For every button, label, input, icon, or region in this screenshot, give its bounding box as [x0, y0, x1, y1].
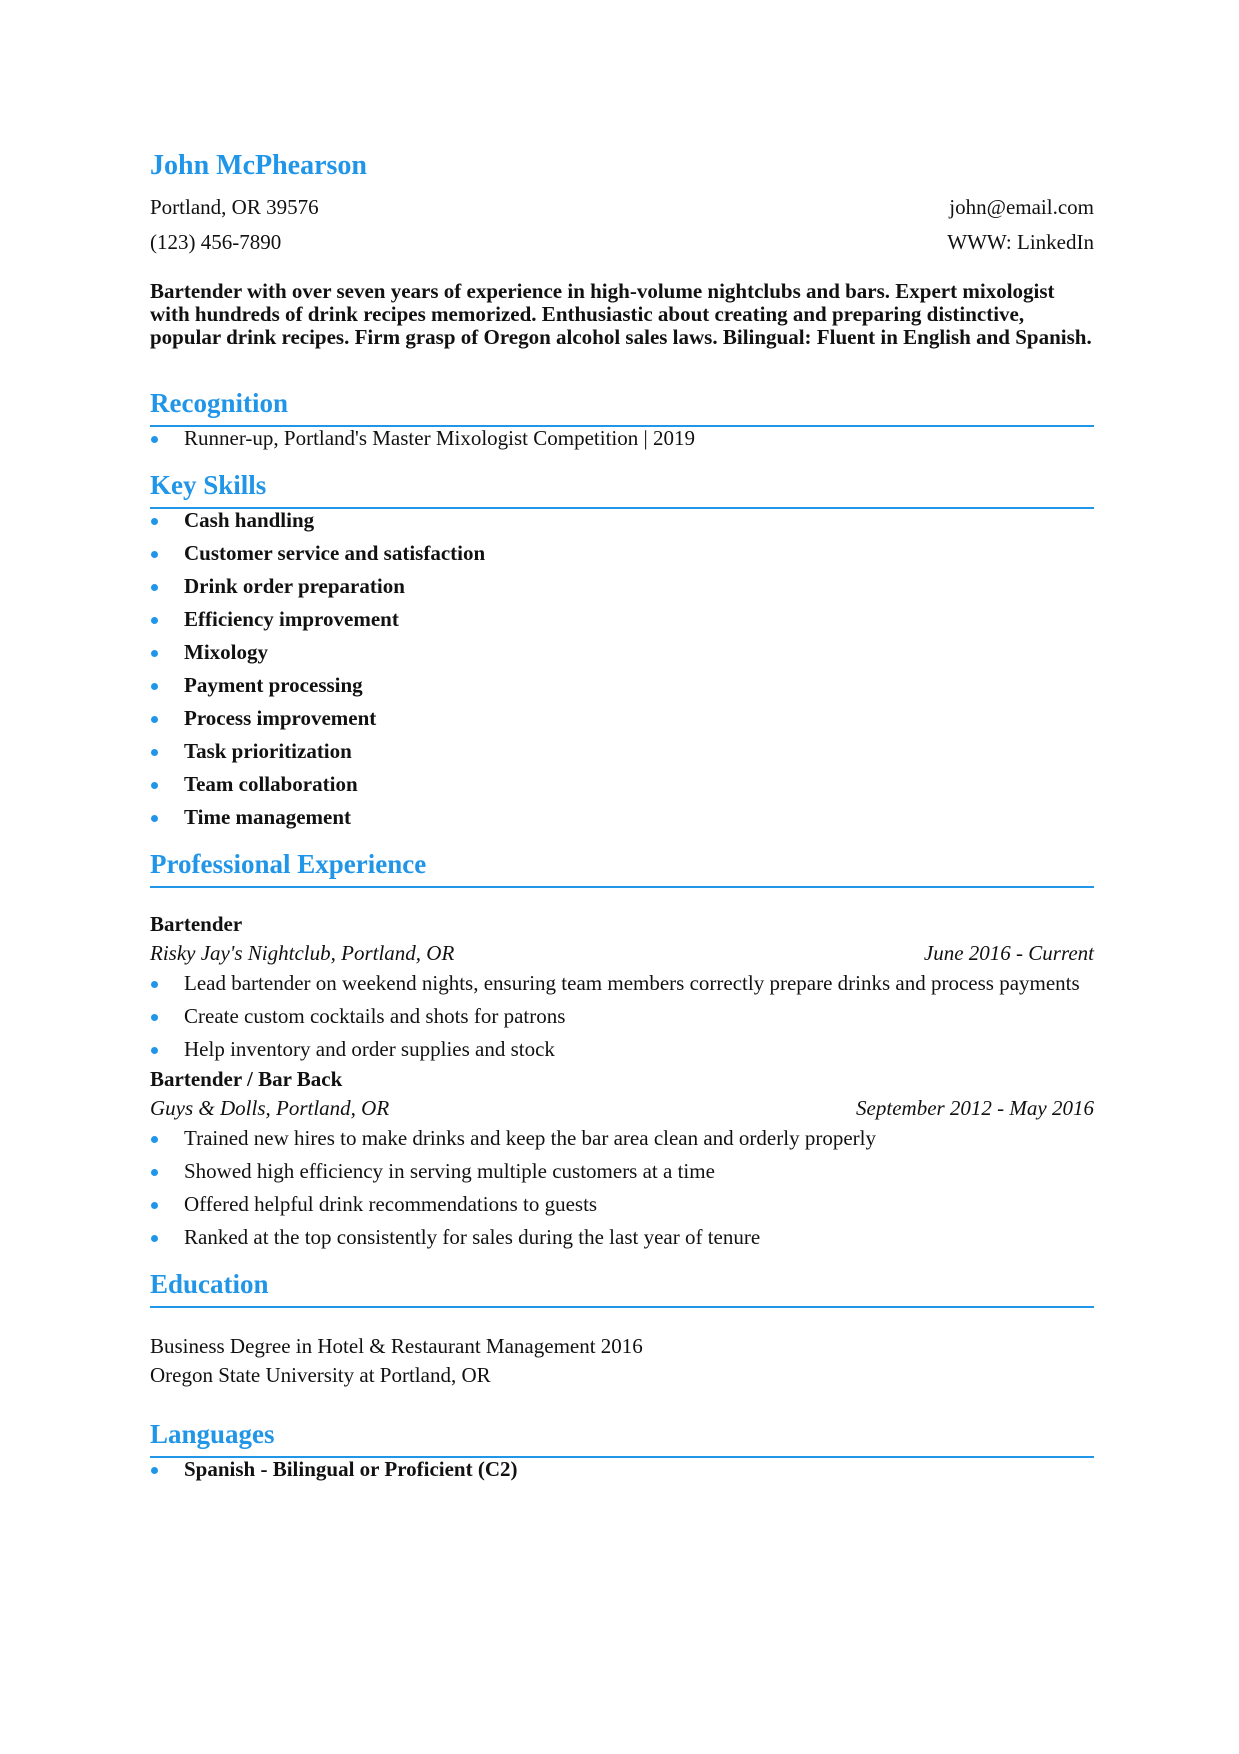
skill-text: Mixology — [184, 640, 268, 664]
bullet-icon — [151, 1467, 158, 1474]
recognition-section — [150, 383, 1094, 450]
bullet-icon — [151, 1235, 158, 1242]
bullet-icon — [151, 551, 158, 558]
email-text: john@email.com — [949, 195, 1094, 219]
list-item — [150, 1226, 1094, 1249]
bullet-icon — [151, 617, 158, 624]
list-item — [150, 1458, 1094, 1481]
contact-row-2 — [150, 225, 1094, 260]
job-meta — [150, 1094, 1094, 1123]
duty-text: Trained new hires to make drinks and keep the bar area clean and orderly properly — [184, 1126, 876, 1150]
phone-text: (123) 456-7890 — [150, 230, 282, 254]
job-title: Bartender / Bar Back — [150, 1067, 343, 1091]
job-entry — [150, 910, 1094, 1061]
bullet-icon — [151, 650, 158, 657]
employer-text: Guys & Dolls, Portland, OR — [150, 1096, 390, 1120]
job-entry — [150, 1065, 1094, 1249]
skill-text: Task prioritization — [184, 739, 352, 763]
bullet-icon — [151, 749, 158, 756]
bullet-icon — [151, 1202, 158, 1209]
list-item — [150, 972, 1094, 995]
skill-text: Team collaboration — [184, 772, 358, 796]
duty-text: Offered helpful drink recommendations to guests — [184, 1192, 598, 1216]
skills-section — [150, 465, 1094, 829]
school-text: Oregon State University at Portland, OR — [150, 1363, 491, 1387]
skill-text: Drink order preparation — [184, 574, 405, 598]
bullet-icon — [151, 1047, 158, 1054]
duty-text: Lead bartender on weekend nights, ensuring team members correctly prepare drinks and process payments — [184, 971, 1080, 995]
languages-list — [150, 1458, 1094, 1481]
duty-text: Create custom cocktails and shots for patrons — [184, 1004, 566, 1028]
skill-text: Efficiency improvement — [184, 607, 399, 631]
recognition-list — [150, 427, 1094, 450]
address-text: Portland, OR 39576 — [150, 195, 319, 219]
duty-text: Showed high efficiency in serving multiple customers at a time — [184, 1159, 715, 1183]
recognition-text: Runner-up, Portland's Master Mixologist Competition | 2019 — [184, 426, 695, 450]
list-item — [150, 542, 1094, 565]
bullet-icon — [151, 683, 158, 690]
candidate-name: John McPhearson — [150, 150, 367, 181]
employer-text: Risky Jay's Nightclub, Portland, OR — [150, 941, 455, 965]
skill-text: Cash handling — [184, 508, 315, 532]
list-item — [150, 608, 1094, 631]
section-heading-education: Education — [150, 1264, 1094, 1308]
bullet-icon — [151, 1014, 158, 1021]
list-item — [150, 773, 1094, 796]
list-item — [150, 1038, 1094, 1061]
language-text: Spanish - Bilingual or Proficient (C2) — [184, 1457, 518, 1481]
professional-summary: Bartender with over seven years of experience in high-volume nightclubs and bars. Expert mixologist with hundreds of drink recipes memorized. Enthusiastic about creating and preparing distinctive, popular drink recipes. Firm grasp of Oregon alcohol sales laws. Bilingual: Fluent in English and Spanish. — [150, 279, 1092, 349]
education-section — [150, 1264, 1094, 1390]
list-item — [150, 806, 1094, 829]
duty-text: Ranked at the top consistently for sales during the last year of tenure — [184, 1225, 761, 1249]
contact-row-1 — [150, 190, 1094, 225]
list-item — [150, 575, 1094, 598]
list-item — [150, 509, 1094, 532]
list-item — [150, 1127, 1094, 1150]
bullet-icon — [151, 584, 158, 591]
list-item — [150, 1005, 1094, 1028]
bullet-icon — [151, 1136, 158, 1143]
resume-page — [150, 142, 1094, 1491]
duty-text: Help inventory and order supplies and stock — [184, 1037, 555, 1061]
skill-text: Customer service and satisfaction — [184, 541, 486, 565]
languages-section — [150, 1414, 1094, 1481]
bullet-icon — [151, 518, 158, 525]
list-item — [150, 1160, 1094, 1183]
list-item — [150, 740, 1094, 763]
bullet-icon — [151, 716, 158, 723]
skill-text: Time management — [184, 805, 352, 829]
list-item — [150, 641, 1094, 664]
job-bullets — [150, 1127, 1094, 1249]
section-heading-languages: Languages — [150, 1414, 1094, 1458]
job-meta — [150, 939, 1094, 968]
job-dates: June 2016 - Current — [923, 941, 1094, 965]
degree-text: Business Degree in Hotel & Restaurant Management 2016 — [150, 1334, 643, 1358]
website-text: WWW: LinkedIn — [947, 230, 1094, 254]
education-entry — [150, 1332, 1094, 1390]
section-heading-skills: Key Skills — [150, 465, 1094, 509]
list-item — [150, 427, 1094, 450]
bullet-icon — [151, 815, 158, 822]
skill-text: Process improvement — [184, 706, 377, 730]
job-title: Bartender — [150, 912, 243, 936]
section-heading-recognition: Recognition — [150, 383, 1094, 427]
list-item — [150, 1193, 1094, 1216]
skill-text: Payment processing — [184, 673, 363, 697]
skills-list — [150, 509, 1094, 829]
list-item — [150, 707, 1094, 730]
list-item — [150, 674, 1094, 697]
bullet-icon — [151, 436, 158, 443]
job-dates: September 2012 - May 2016 — [856, 1096, 1094, 1120]
bullet-icon — [151, 782, 158, 789]
bullet-icon — [151, 981, 158, 988]
bullet-icon — [151, 1169, 158, 1176]
experience-section — [150, 844, 1094, 1249]
job-bullets — [150, 972, 1094, 1061]
section-heading-experience: Professional Experience — [150, 844, 1094, 888]
